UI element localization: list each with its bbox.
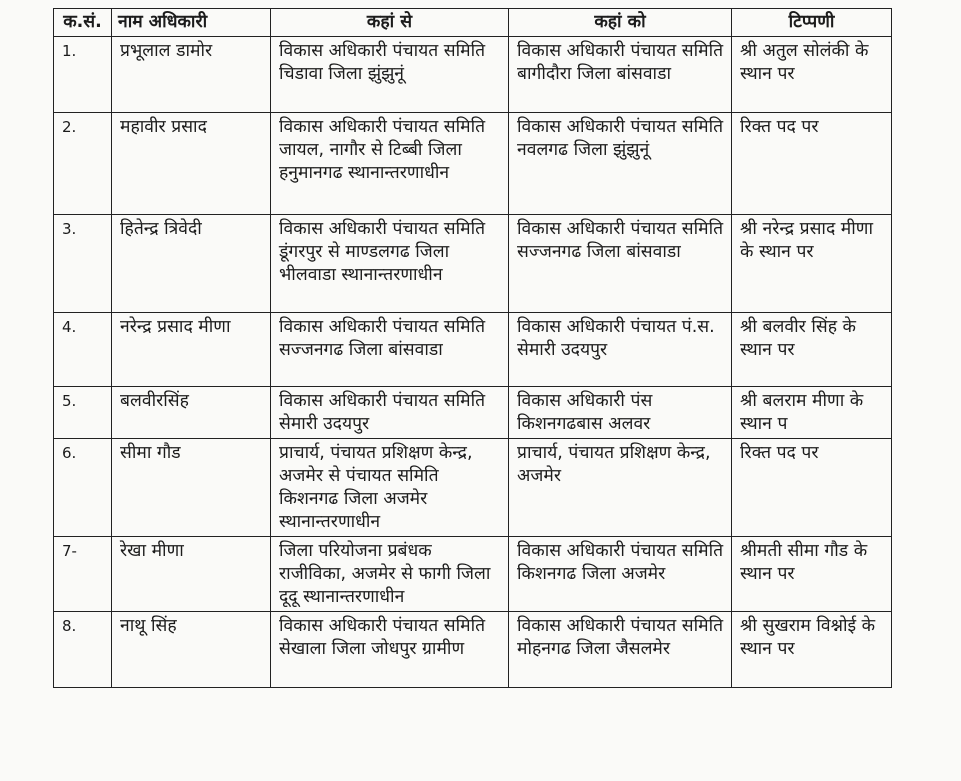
cell-to: विकास अधिकारी पंस किशनगढबास अलवर xyxy=(509,387,732,439)
cell-from: विकास अधिकारी पंचायत समिति जायल, नागौर से टिब्बी जिला हनुमानगढ स्थानान्तरणाधीन xyxy=(271,113,509,215)
cell-from: विकास अधिकारी पंचायत समिति चिडावा जिला झुंझुनूं xyxy=(271,37,509,113)
cell-from: विकास अधिकारी पंचायत समिति सेमारी उदयपुर xyxy=(271,387,509,439)
header-from: कहां से xyxy=(271,9,509,37)
table-row xyxy=(54,313,892,387)
cell-name: सीमा गौड xyxy=(112,439,271,537)
cell-name: नाथू सिंह xyxy=(112,612,271,688)
table-row xyxy=(54,37,892,113)
table-row xyxy=(54,439,892,537)
header-serial: क.सं. xyxy=(54,9,112,37)
cell-to: विकास अधिकारी पंचायत समिति बागीदौरा जिला बांसवाडा xyxy=(509,37,732,113)
table-row xyxy=(54,113,892,215)
table-row xyxy=(54,387,892,439)
header-remark: टिप्पणी xyxy=(732,9,892,37)
table-row xyxy=(54,215,892,313)
cell-serial: 5. xyxy=(54,387,112,439)
cell-remark: श्रीमती सीमा गौड के स्थान पर xyxy=(732,537,892,612)
cell-serial: 6. xyxy=(54,439,112,537)
cell-name: रेखा मीणा xyxy=(112,537,271,612)
cell-serial: 1. xyxy=(54,37,112,113)
table-body xyxy=(54,37,892,688)
cell-serial: 3. xyxy=(54,215,112,313)
cell-serial: 7- xyxy=(54,537,112,612)
cell-name: महावीर प्रसाद xyxy=(112,113,271,215)
cell-to: विकास अधिकारी पंचायत समिति सज्जनगढ जिला बांसवाडा xyxy=(509,215,732,313)
cell-remark: रिक्त पद पर xyxy=(732,439,892,537)
cell-from: विकास अधिकारी पंचायत समिति सज्जनगढ जिला बांसवाडा xyxy=(271,313,509,387)
cell-serial: 2. xyxy=(54,113,112,215)
cell-from: विकास अधिकारी पंचायत समिति डूंगरपुर से माण्डलगढ जिला भीलवाडा स्थानान्तरणाधीन xyxy=(271,215,509,313)
cell-remark: श्री सुखराम विश्नोई के स्थान पर xyxy=(732,612,892,688)
header-row xyxy=(54,9,892,37)
cell-name: हितेन्द्र त्रिवेदी xyxy=(112,215,271,313)
cell-remark: श्री बलवीर सिंह के स्थान पर xyxy=(732,313,892,387)
cell-serial: 8. xyxy=(54,612,112,688)
table-row xyxy=(54,537,892,612)
cell-remark: श्री अतुल सोलंकी के स्थान पर xyxy=(732,37,892,113)
header-name: नाम अधिकारी xyxy=(112,9,271,37)
cell-to: विकास अधिकारी पंचायत पं.स. सेमारी उदयपुर xyxy=(509,313,732,387)
cell-to: विकास अधिकारी पंचायत समिति मोहनगढ जिला जैसलमेर xyxy=(509,612,732,688)
cell-to: विकास अधिकारी पंचायत समिति नवलगढ जिला झुंझुनूं xyxy=(509,113,732,215)
cell-remark: श्री नरेन्द्र प्रसाद मीणा के स्थान पर xyxy=(732,215,892,313)
cell-name: नरेन्द्र प्रसाद मीणा xyxy=(112,313,271,387)
table-header xyxy=(54,9,892,37)
cell-name: प्रभूलाल डामोर xyxy=(112,37,271,113)
cell-remark: श्री बलराम मीणा के स्थान प xyxy=(732,387,892,439)
cell-name: बलवीरसिंह xyxy=(112,387,271,439)
cell-remark: रिक्त पद पर xyxy=(732,113,892,215)
cell-from: जिला परियोजना प्रबंधक राजीविका, अजमेर से फागी जिला दूदू स्थानान्तरणाधीन xyxy=(271,537,509,612)
transfer-orders-table xyxy=(53,8,892,688)
cell-from: विकास अधिकारी पंचायत समिति सेखाला जिला जोधपुर ग्रामीण xyxy=(271,612,509,688)
header-to: कहां को xyxy=(509,9,732,37)
cell-to: विकास अधिकारी पंचायत समिति किशनगढ जिला अजमेर xyxy=(509,537,732,612)
cell-from: प्राचार्य, पंचायत प्रशिक्षण केन्द्र, अजमेर से पंचायत समिति किशनगढ जिला अजमेर स्थानान्तरणाधीन xyxy=(271,439,509,537)
cell-to: प्राचार्य, पंचायत प्रशिक्षण केन्द्र, अजमेर xyxy=(509,439,732,537)
table-row xyxy=(54,612,892,688)
cell-serial: 4. xyxy=(54,313,112,387)
